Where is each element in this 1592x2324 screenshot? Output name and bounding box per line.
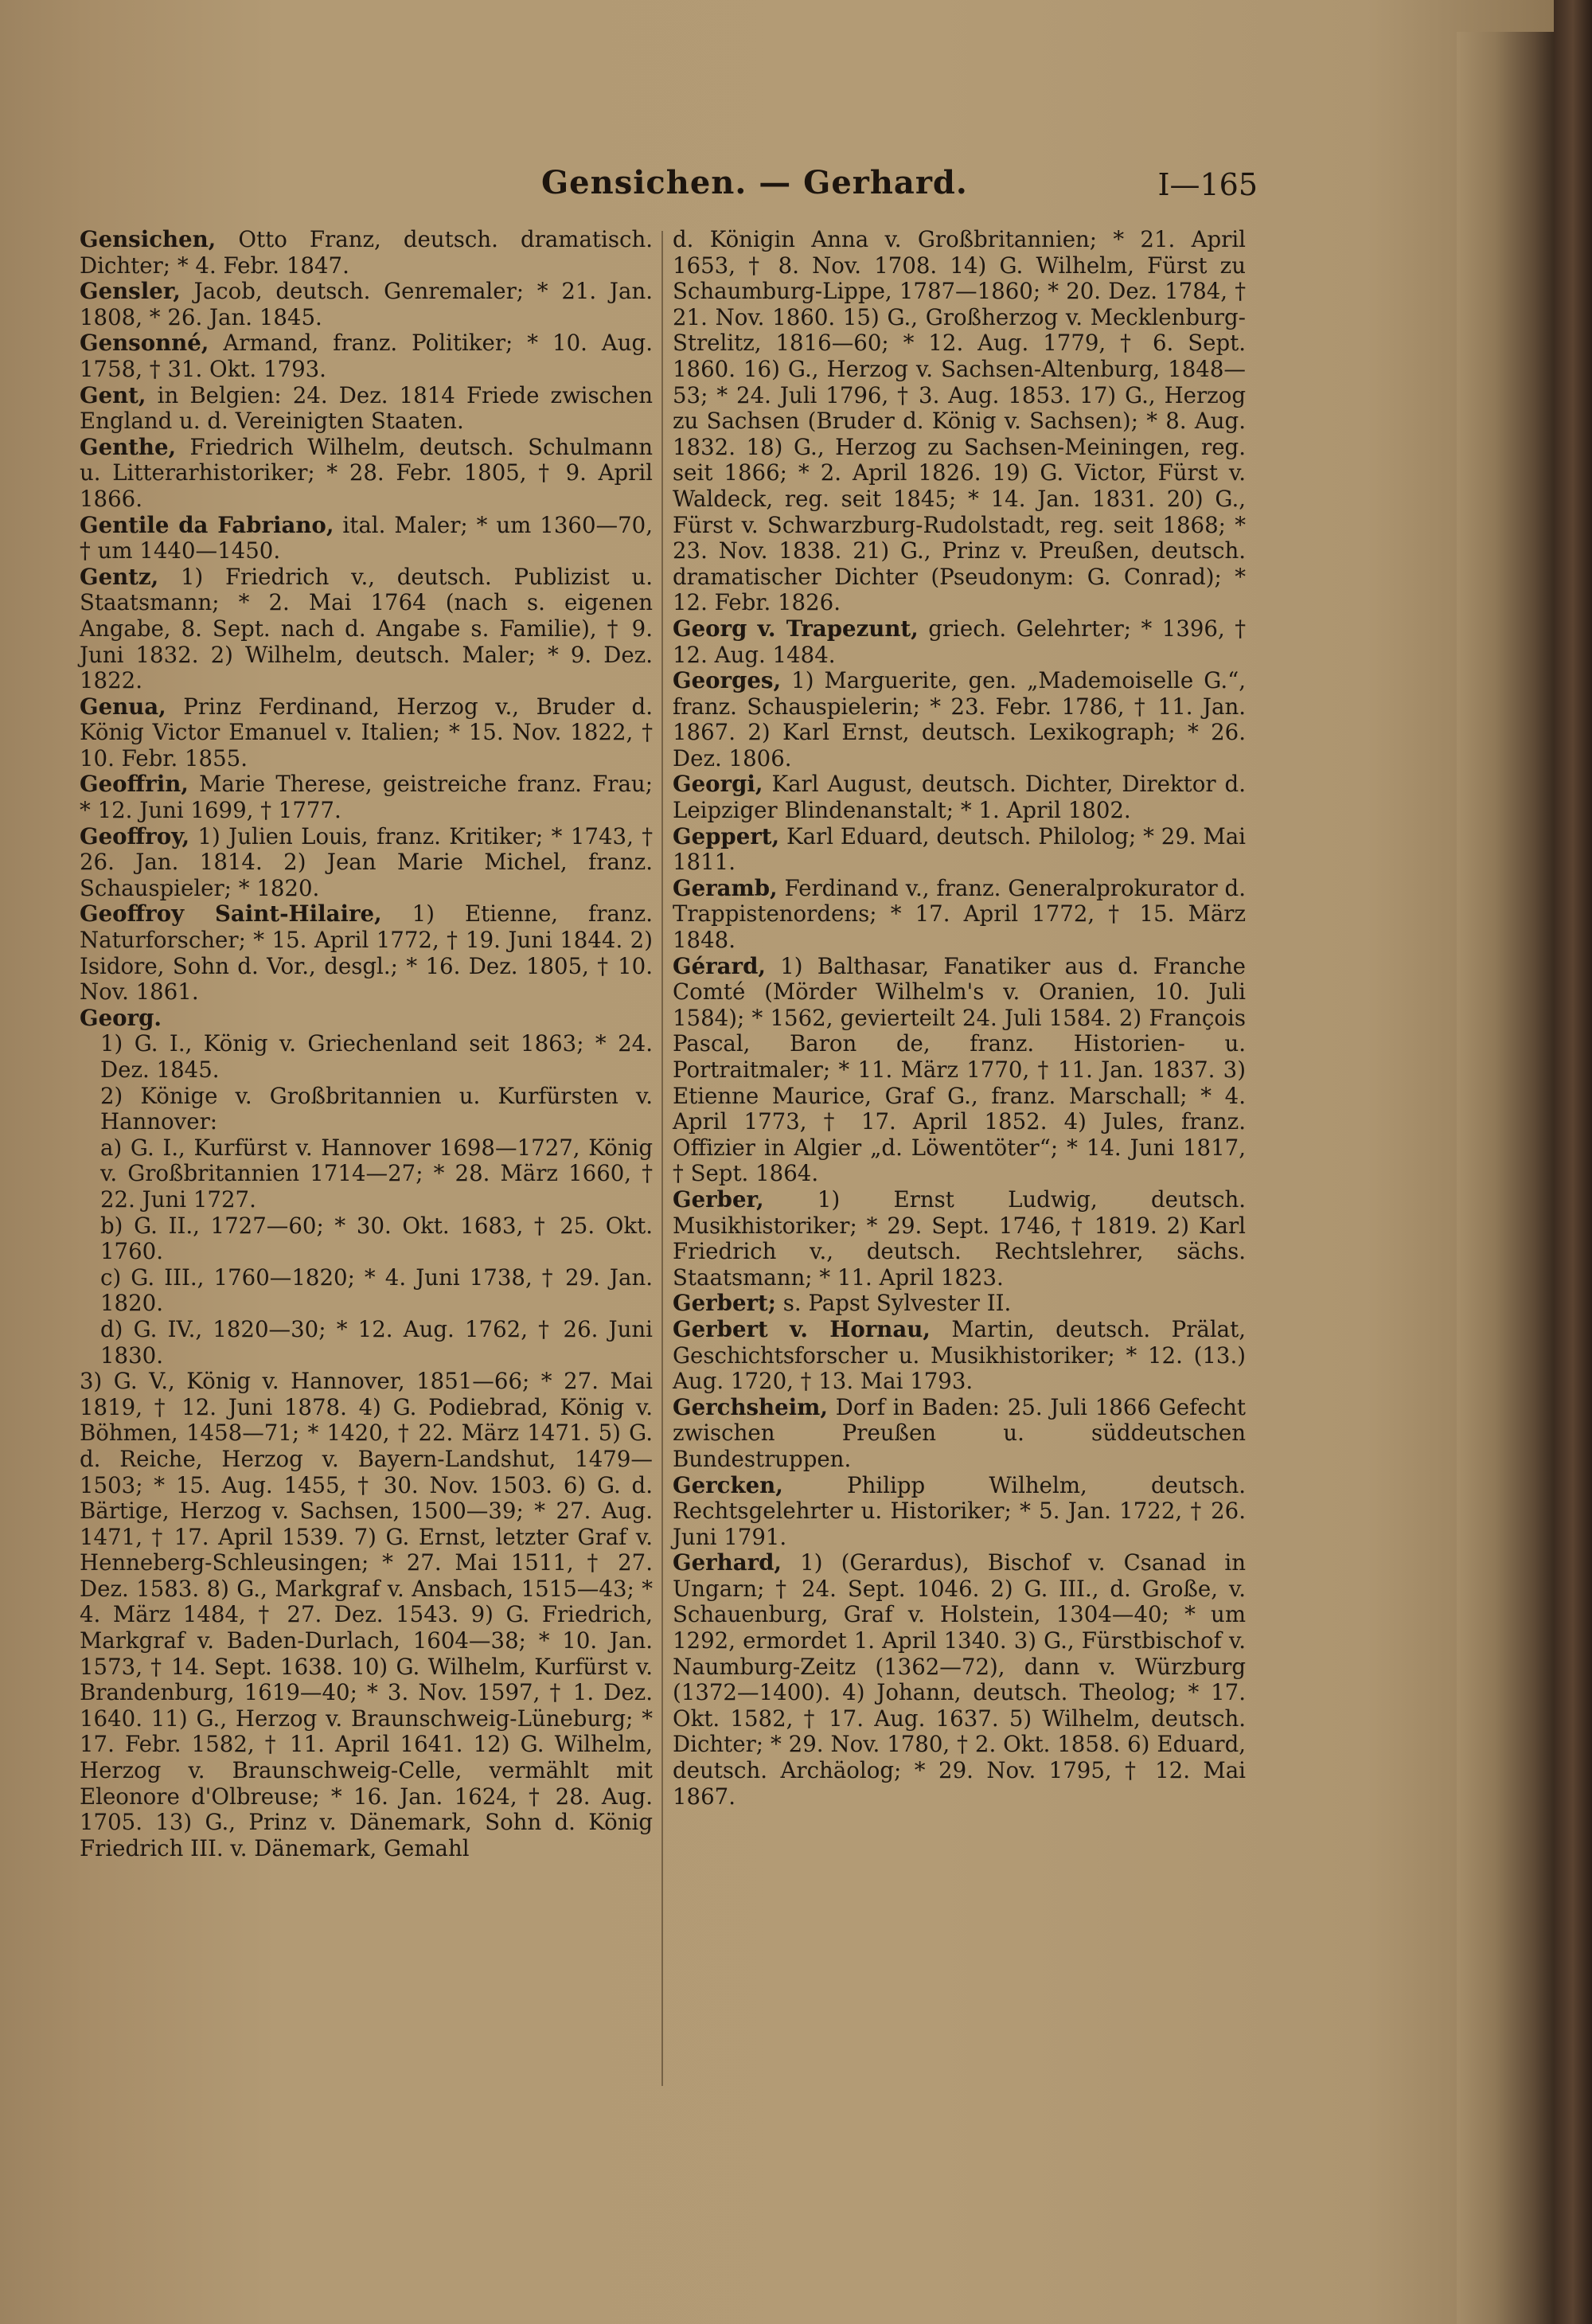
entry-text: Friedrich Wilhelm, deutsch. Schulmann u. Litterarhistoriker; * 28. Febr. 1805, † 9. April 1866.	[80, 433, 653, 512]
entry-headword: Geramb,	[673, 874, 778, 901]
entry-text: in Belgien: 24. Dez. 1814 Friede zwischen England u. d. Vereinigten Staaten.	[80, 381, 653, 435]
entry-text: b) G. II., 1727—60; * 30. Okt. 1683, † 25. Okt. 1760.	[100, 1212, 653, 1265]
entry-headword: Gerbert v. Hornau,	[673, 1315, 931, 1342]
entry-headword: Gentile da Fabriano,	[80, 511, 334, 538]
entry-headword: Gensler,	[80, 278, 181, 305]
dictionary-entry	[80, 1135, 653, 1213]
entry-text: d. Königin Anna v. Großbritannien; * 21. April 1653, † 8. Nov. 1708. 14) G. Wilhelm, Fürst zu Schaumburg-Lippe, 1787—1860; * 20. Dez. 1784, † 21. Nov. 1860. 15) G., Großherzog v. Mecklenburg-Strelitz, 1816—60; * 12. Aug. 1779, † 6. Sept. 1860. 16) G., Herzog v. Sachsen-Altenburg, 1848—53; * 24. Juli 1796, † 3. Aug. 1853. 17) G., Herzog zu Sachsen (Bruder d. König v. Sachsen); * 8. Aug. 1832. 18) G., Herzog zu Sachsen-Meiningen, reg. seit 1866; * 2. April 1826. 19) G. Victor, Fürst v. Waldeck, reg. seit 1845; * 14. Jan. 1831. 20) G., Fürst v. Schwarzburg-Rudolstadt, reg. seit 1868; * 23. Nov. 1838. 21) G., Prinz v. Preußen, deutsch. dramatischer Dichter (Pseudonym: G. Conrad); * 12. Febr. 1826.	[673, 226, 1246, 616]
entry-headword: Georges,	[673, 667, 782, 694]
dictionary-entry	[673, 1317, 1246, 1395]
entry-text: Ferdinand v., franz. Generalprokurator d. Trappistenordens; * 17. April 1772, † 15. März 1848.	[673, 874, 1246, 954]
entry-headword: Geoffrin,	[80, 771, 189, 798]
dictionary-entry	[673, 1187, 1246, 1291]
entry-text: 1) G. I., König v. Griechenland seit 1863; * 24. Dez. 1845.	[100, 1030, 653, 1083]
entry-text: 2) Könige v. Großbritannien u. Kurfürsten v. Hannover:	[100, 1082, 653, 1135]
entry-text: Karl August, deutsch. Dichter, Direktor d. Leipziger Blindenanstalt; * 1. April 1802.	[673, 771, 1246, 824]
dictionary-entry	[673, 1395, 1246, 1473]
dictionary-entry	[80, 824, 653, 902]
entry-text: 3) G. V., König v. Hannover, 1851—66; * 27. Mai 1819, † 12. Juni 1878. 4) G. Podiebrad, König v. Böhmen, 1458—71; * 1420, † 22. März 1471. 5) G. d. Reiche, Herzog v. Bayern-Landshut, 1479—1503; * 15. Aug. 1455, † 30. Nov. 1503. 6) G. d. Bärtige, Herzog v. Sachsen, 1500—39; * 27. Aug. 1471, † 17. April 1539. 7) G. Ernst, letzter Graf v. Henneberg-Schleusingen; * 27. Mai 1511, † 27. Dez. 1583. 8) G., Markgraf v. Ansbach, 1515—43; * 4. März 1484, † 27. Dez. 1543. 9) G. Friedrich, Markgraf v. Baden-Durlach, 1604—38; * 10. Jan. 1573, † 14. Sept. 1638. 10) G. Wilhelm, Kurfürst v. Brandenburg, 1619—40; * 3. Nov. 1597, † 1. Dez. 1640. 11) G., Herzog v. Braunschweig-Lüneburg; * 17. Febr. 1582, † 11. April 1641. 12) G. Wilhelm, Herzog v. Braunschweig-Celle, vermählt mit Eleonore d'Olbreuse; * 16. Jan. 1624, † 28. Aug. 1705. 13) G., Prinz v. Dänemark, Sohn d. König Friedrich III. v. Dänemark, Gemahl	[80, 1368, 653, 1861]
entry-text: 1) (Gerardus), Bischof v. Csanad in Ungarn; † 24. Sept. 1046. 2) G. III., d. Große, v. Schauenburg, Graf v. Holstein, 1304—40; * um 1292, ermordet 1. April 1340. 3) G., Fürstbischof v. Naumburg-Zeitz (1362—72), dann v. Würzburg (1372—1400). 4) Johann, deutsch. Theolog; * 17. Okt. 1582, † 17. Aug. 1637. 5) Wilhelm, deutsch. Dichter; * 29. Nov. 1780, † 2. Okt. 1858. 6) Eduard, deutsch. Archäolog; * 29. Nov. 1795, † 12. Mai 1867.	[673, 1549, 1246, 1810]
entry-text: Jacob, deutsch. Genremaler; * 21. Jan. 1808, * 26. Jan. 1845.	[80, 278, 653, 330]
dictionary-entry	[80, 1369, 653, 1861]
entry-headword: Geppert,	[673, 822, 780, 850]
dictionary-entry	[80, 227, 653, 279]
entry-text: d) G. IV., 1820—30; * 12. Aug. 1762, † 26. Juni 1830.	[100, 1315, 653, 1369]
entry-text: Otto Franz, deutsch. dramatisch. Dichter; * 4. Febr. 1847.	[80, 226, 653, 279]
dictionary-entry	[673, 1473, 1246, 1551]
running-header	[96, 164, 1258, 212]
dictionary-entry	[80, 513, 653, 564]
dictionary-entry	[80, 1317, 653, 1369]
dictionary-entry	[673, 824, 1246, 876]
page-number: I—165	[1157, 167, 1258, 202]
entry-headword: Geoffroy,	[80, 822, 190, 850]
entry-headword: Gerber,	[673, 1185, 764, 1213]
entry-text: 1) Julien Louis, franz. Kritiker; * 1743, † 26. Jan. 1814. 2) Jean Marie Michel, franz. Schauspieler; * 1820.	[80, 822, 653, 901]
entry-text: c) G. III., 1760—1820; * 4. Juni 1738, † 29. Jan. 1820.	[100, 1264, 653, 1317]
entry-headword: Gérard,	[673, 952, 766, 979]
dictionary-entry	[80, 771, 653, 823]
entry-headword: Gerhard,	[673, 1549, 782, 1576]
entry-headword: Genthe,	[80, 433, 177, 460]
entry-text: ital. Maler; * um 1360—70, † um 1440—1450.	[80, 511, 653, 564]
left-column	[80, 227, 653, 1861]
dictionary-entry	[673, 771, 1246, 823]
entry-text: Marie Therese, geistreiche franz. Frau; * 12. Juni 1699, † 1777.	[80, 771, 653, 824]
right-column	[673, 227, 1246, 1810]
entry-headword: Georgi,	[673, 771, 763, 798]
dictionary-entry	[80, 694, 653, 772]
entry-text: Martin, deutsch. Prälat, Geschichtsforscher u. Musikhistoriker; * 12. (13.) Aug. 1720, † 13. Mai 1793.	[673, 1315, 1246, 1395]
entry-text: Prinz Ferdinand, Herzog v., Bruder d. König Victor Emanuel v. Italien; * 15. Nov. 1822, † 10. Febr. 1855.	[80, 693, 653, 771]
entry-text: Karl Eduard, deutsch. Philolog; * 29. Mai 1811.	[673, 822, 1246, 876]
dictionary-entry	[80, 1006, 653, 1032]
dictionary-entry	[673, 1291, 1246, 1317]
dictionary-entry	[673, 227, 1246, 616]
dictionary-entry	[80, 330, 653, 382]
dictionary-entry	[80, 564, 653, 694]
entry-headword: Gensonné,	[80, 330, 209, 357]
dictionary-entry	[673, 668, 1246, 771]
dictionary-entry	[80, 435, 653, 513]
entry-headword: Gercken,	[673, 1471, 783, 1498]
dictionary-entry	[80, 1265, 653, 1317]
entry-headword: Gerchsheim,	[673, 1393, 828, 1420]
entry-headword: Geoffroy Saint-Hilaire,	[80, 900, 382, 928]
entry-text: Armand, franz. Politiker; * 10. Aug. 1758, † 31. Okt. 1793.	[80, 330, 653, 382]
entry-text: Dorf in Baden: 25. Juli 1866 Gefecht zwischen Preußen u. süddeutschen Bundestruppen.	[673, 1393, 1246, 1472]
dictionary-entry	[673, 954, 1246, 1187]
dictionary-entry	[673, 1550, 1246, 1810]
page-edge	[1457, 32, 1554, 2324]
dictionary-entry	[80, 1031, 653, 1083]
entry-headword: Genua,	[80, 693, 166, 720]
entry-text: 1) Balthasar, Fanatiker aus d. Franche Comté (Mörder Wilhelm's v. Oranien, 10. Juli 1584); * 1562, gevierteilt 24. Juli 1584. 2) François Pascal, Baron de, franz. Historien- u. Portraitmaler; * 11. März 1770, † 11. Jan. 1837. 3) Etienne Maurice, Graf G., franz. Marschall; * 4. April 1773, † 17. April 1852. 4) Jules, franz. Offizier in Algier „d. Löwentöter“; * 14. Juni 1817, † Sept. 1864.	[673, 952, 1246, 1187]
entry-headword: Gensichen,	[80, 226, 217, 252]
entry-text: 1) Friedrich v., deutsch. Publizist u. Staatsmann; * 2. Mai 1764 (nach s. eigenen Angabe, 8. Sept. nach d. Angabe s. Familie), † 9. Juni 1832. 2) Wilhelm, deutsch. Maler; * 9. Dez. 1822.	[80, 563, 653, 694]
book-spine	[1554, 0, 1592, 2324]
dictionary-entry	[673, 616, 1246, 668]
entry-headword: Gentz,	[80, 563, 159, 590]
dictionary-entry	[80, 1084, 653, 1135]
entry-text: 1) Marguerite, gen. „Mademoiselle G.“, franz. Schauspielerin; * 23. Febr. 1786, † 11. Jan. 1867. 2) Karl Ernst, deutsch. Lexikograph; * 26. Dez. 1806.	[673, 667, 1246, 771]
entry-text: griech. Gelehrter; * 1396, † 12. Aug. 1484.	[673, 615, 1247, 668]
column-divider	[661, 231, 663, 2086]
entry-text: 1) Etienne, franz. Naturforscher; * 15. April 1772, † 19. Juni 1844. 2) Isidore, Sohn d. Vor., desgl.; * 16. Dez. 1805, † 10. Nov. 1861.	[80, 900, 653, 1006]
entry-text: 1) Ernst Ludwig, deutsch. Musikhistoriker; * 29. Sept. 1746, † 1819. 2) Karl Friedrich v., deutsch. Rechtslehrer, sächs. Staatsmann; * 11. April 1823.	[673, 1185, 1246, 1291]
entry-text: s. Papst Sylvester II.	[775, 1290, 1012, 1317]
entry-headword: Georg v. Trapezunt,	[673, 615, 919, 642]
dictionary-entry	[80, 279, 653, 330]
dictionary-entry	[80, 901, 653, 1005]
entry-text: a) G. I., Kurfürst v. Hannover 1698—1727, König v. Großbritannien 1714—27; * 28. März 1660, † 22. Juni 1727.	[100, 1134, 653, 1213]
dictionary-entry	[80, 383, 653, 435]
entry-headword: Georg.	[80, 1004, 162, 1031]
entry-text: Philipp Wilhelm, deutsch. Rechtsgelehrter u. Historiker; * 5. Jan. 1722, † 26. Juni 1791.	[673, 1471, 1246, 1550]
page-title: Gensichen. — Gerhard.	[541, 164, 968, 201]
dictionary-entry	[80, 1213, 653, 1265]
entry-headword: Gerbert;	[673, 1290, 776, 1317]
dictionary-entry	[673, 876, 1246, 954]
entry-headword: Gent,	[80, 381, 146, 408]
